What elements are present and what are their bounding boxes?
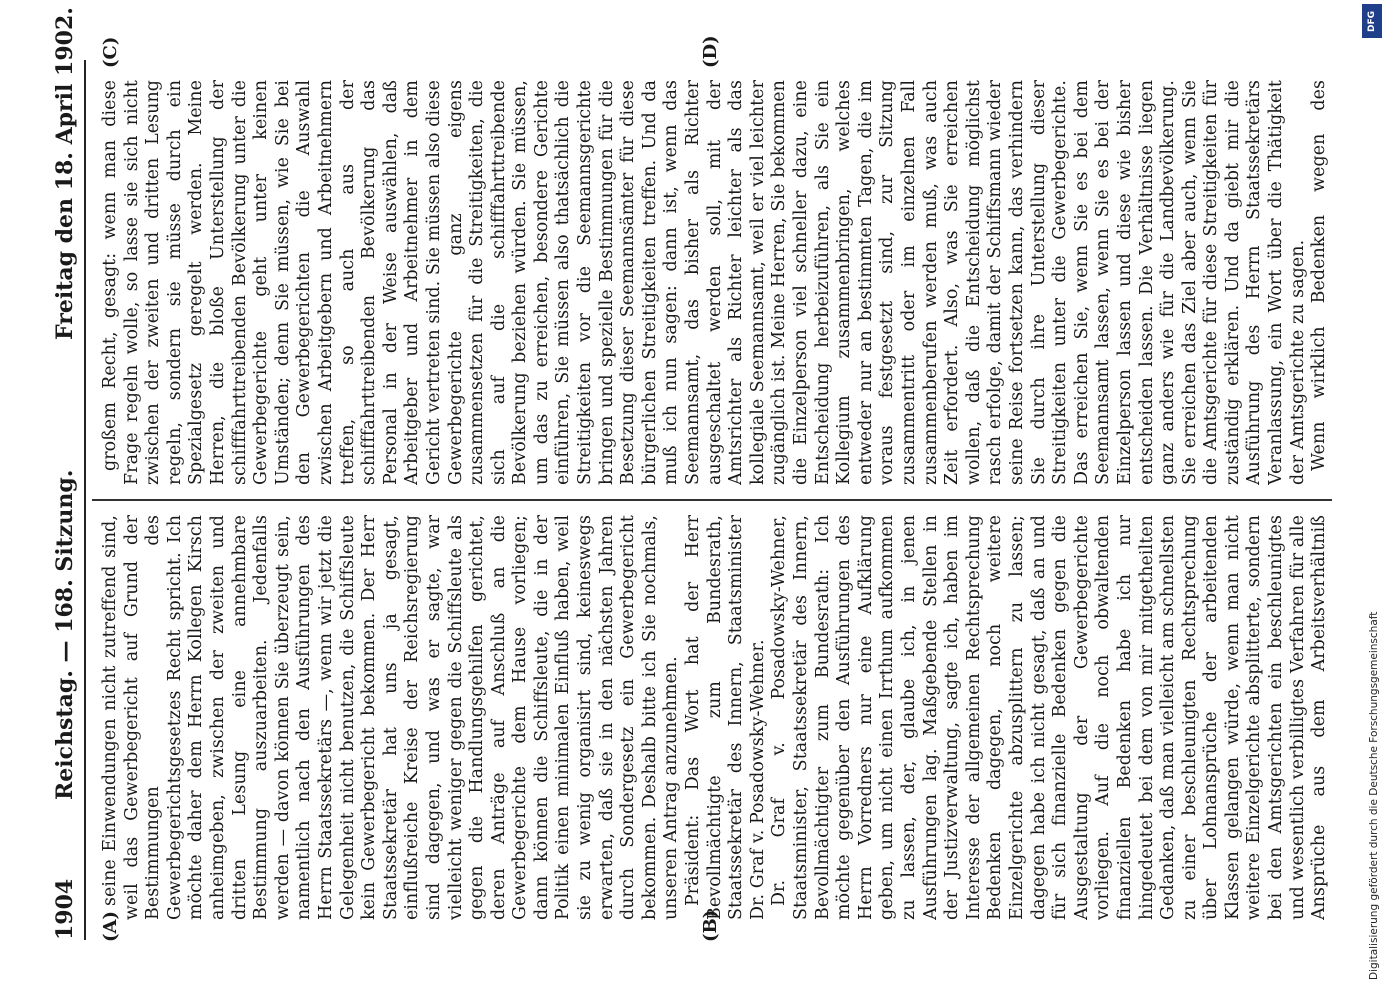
dfg-logo: DFG [1362, 4, 1382, 38]
margin-letter-a: (A) [100, 911, 121, 942]
margin-letter-b: (B) [700, 909, 721, 942]
digitization-credit: Digitalisierung gefördert durch die Deutsche Forschungsgemeinschaft [1368, 611, 1380, 980]
paragraph: Wenn wirklich Bedenken wegen des [1309, 80, 1330, 471]
paragraph: großem Recht, gesagt: wenn man diese Frage regeln wolle, so lasse sie sich nicht zwischen der zweiten und dritten Lesung regeln, sondern sie müsse durch ein Spezialgesetz geregelt werden. Meine Herren, die bloße Unterstellung der schifffahrttreibenden Bevölkerung unter die Gewerbegerichte geht unter keinen Umständen; denn Sie müssen, wie Sie bei den Gewerbegerichten die Auswahl zwischen Arbeitgebern und Arbeitnehmern treffen, so auch aus der schifffahrttreibenden Bevölkerung das Personal in der Weise auswählen, daß Arbeitgeber und Arbeitnehmer in dem Gericht vertreten sind. Sie müssen also diese Gewerbegerichte ganz eigens zusammensetzen für die Streitigkeiten, die sich auf die schifffahrttreibende Bevölkerung beziehen würden. Sie müssen, um das zu erreichen, besondere Gerichte einführen, Sie müssen also thatsächlich die Streitigkeiten vor die Seemannsgerichte bringen und spezielle Bestimmungen für die Besetzung dieser Seemannsämter für diese bürgerlichen Streitigkeiten treffen. Und da muß ich nun sagen: dann ist, wenn das Seemannsamt, das bisher als Richter ausgeschaltet werden soll, mit der Amtsrichter als Richter leichter als das kollegiale Seemannsamt, weil er viel leichter zugänglich ist. Meine Herren, Sie bekommen die Einzelperson viel schneller dazu, eine Entscheidung herbeizuführen, als Sie ein Kollegium zusammenbringen, welches entweder nur an bestimmten Tagen, die im voraus festgesetzt sind, zur Sitzung zusammentritt oder im einzelnen Fall zusammenberufen werden muß, was auch Zeit erfordert. Also, was Sie erreichen wollen, daß die Entscheidung möglichst rasch erfolge, damit der Schiffsmann wieder seine Reise fortsetzen kann, das verhindern Sie durch ihre Unterstellung dieser Streitigkeiten unter die Gewerbegerichte. Das erreichen Sie, wenn Sie es bei dem Seemannsamt lassen, wenn Sie es bei der Einzelperson lassen und diese wie bisher entscheiden lassen. Die Verhältnisse liegen ganz anders wie für die Landbevölkerung. Sie erreichen das Ziel aber auch, wenn Sie die Amtsgerichte für diese Streitigkeiten für zuständig erklären. Und da giebt mir die Ausführung des Herrn Staatssekretärs Veranlassung, ein Wort über die Thätigkeit der Amtsgerichte zu sagen. [100, 80, 1308, 485]
right-column [100, 80, 1330, 485]
paragraph: Präsident: Das Wort hat der Herr Bevollmächtigte zum Bundesrath, Staatssekretär des Innern, Staatsminister Dr. Graf v. Posadowsky-Wehner. [683, 515, 768, 920]
header-rule [84, 60, 86, 940]
margin-letter-d: (D) [700, 35, 721, 68]
page-header [52, 7, 82, 940]
column-divider [92, 499, 1332, 501]
session-title: Reichstag. — 168. Sitzung. [52, 469, 78, 800]
session-date: Freitag den 18. April 1902. [52, 7, 78, 340]
left-column [100, 515, 1330, 920]
margin-letter-c: (C) [100, 36, 121, 68]
paragraph: seine Einwendungen nicht zutreffend sind, weil das Gewerbegericht auf Grund der Bestimmungen des Gewerbegerichtsgesetzes Recht spricht. Ich möchte daher dem Herrn Kollegen Kirsch anheimgeben, zwischen der zweiten und dritten Lesung eine annehmbare Bestimmung auszuarbeiten. Jedenfalls werden — davon können Sie überzeugt sein, namentlich nach den Ausführungen des Herrn Staatssekretärs —, wenn wir jetzt die Gelegenheit nicht benutzen, die Schiffsleute kein Gewerbegericht bekommen. Der Herr Staatssekretär hat uns ja gesagt, einflußreiche Kreise der Reichsregierung sind dagegen, und was er sagte, war vielleicht weniger gegen die Schiffsleute als gegen die Handlungsgehilfen gerichtet, deren Anträge auf Anschluß an die Gewerbegerichte dem Hause vorliegen; dann können die Schiffsleute, die in der Politik einen minimalen Einfluß haben, weil sie zu wenig organisirt sind, keineswegs erwarten, daß sie in den nächsten Jahren durch Sondergesetz ein Gewerbegericht bekommen. Deshalb bitte ich Sie nochmals, unseren Antrag anzunehmen. [100, 515, 682, 920]
paragraph: Dr. Graf v. Posadowsky-Wehner, Staatsminister, Staatssekretär des Innern, Bevollmächtigter zum Bundesrath: Ich möchte gegenüber den Ausführungen des Herrn Vorredners nur eine Aufklärung geben, um nicht einen Irrthum aufkommen zu lassen, der, glaube ich, in jenen Ausführungen lag. Maßgebende Stellen in der Justizverwaltung, sagte ich, haben im Interesse der allgemeinen Rechtsprechung Bedenken dagegen, noch weitere Einzelgerichte abzusplittern zu lassen; dagegen habe ich nicht gesagt, daß an und für sich finanzielle Bedenken gegen die Ausgestaltung der Gewerbegerichte vorliegen. Auf die noch obwaltenden finanziellen Bedenken habe ich nur hingedeutet bei dem von mir mitgetheilten Gedanken, daß man vielleicht am schnellsten zu einer beschleunigten Rechtsprechung über Lohnansprüche der arbeitenden Klassen gelangen würde, wenn man nicht weitere Einzelgerichte absplitterte, sondern bei den Amtsgerichten ein beschleunigtes und wesentlich verbilligtes Verfahren für alle Ansprüche aus dem Arbeitsverhältniß [769, 515, 1330, 920]
page-number: 1904 [52, 878, 78, 940]
